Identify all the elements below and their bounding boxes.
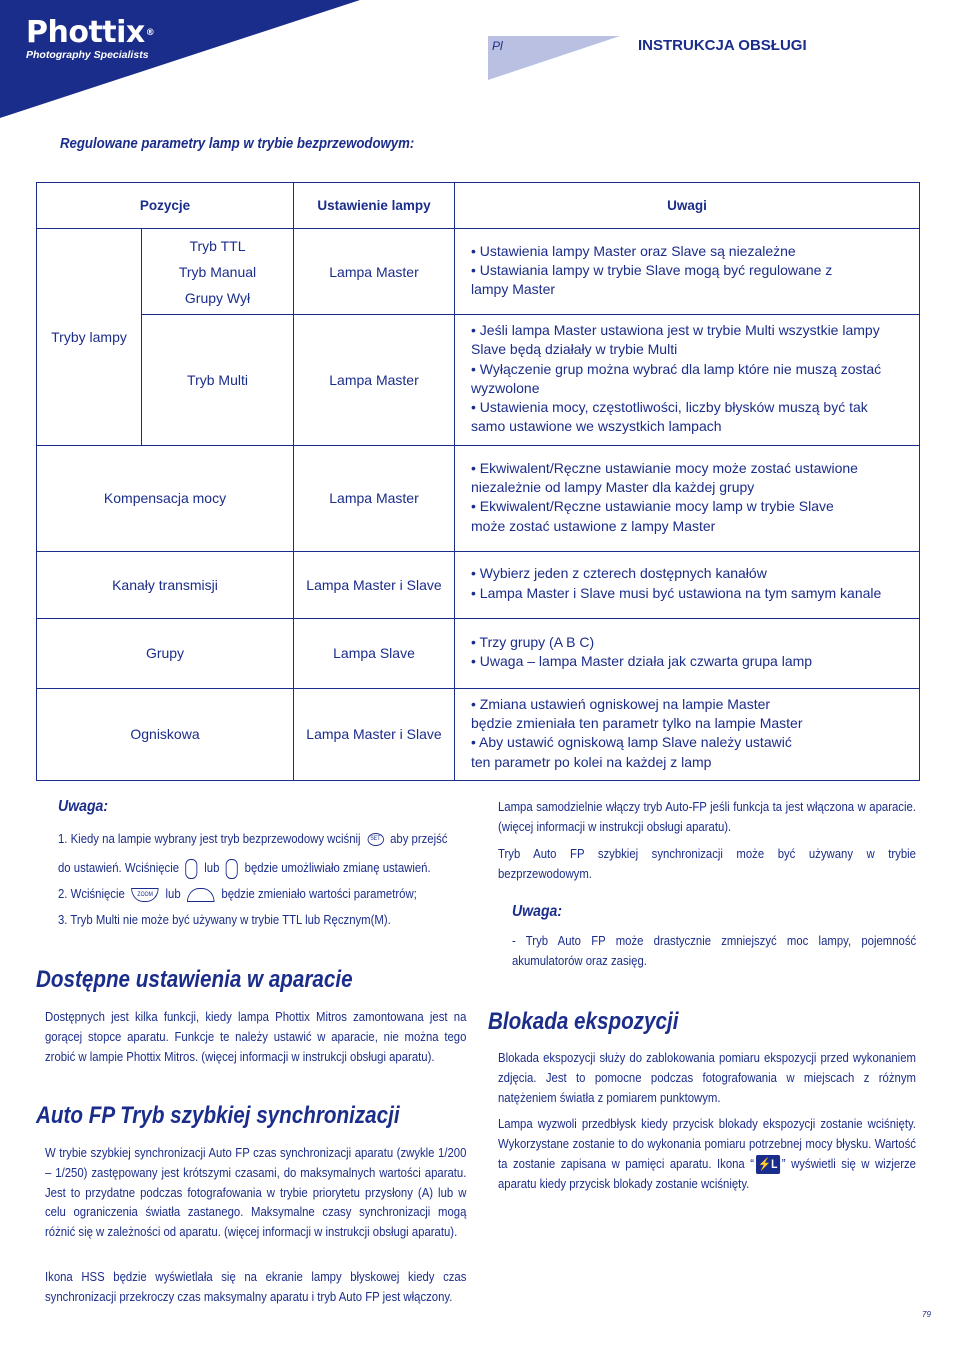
paragraph-text: Lampa wyzwoli przedbłysk kiedy przycisk blokady ekspozycji zostanie wciśnięty. Wykorzystane zostanie to do wykonania pomiaru potrzebnej mocy błysku. Wartość ta zostanie zapisana w pamięci aparatu. Ikona “ bbox=[498, 1116, 916, 1171]
note-item-1-cont bbox=[58, 858, 462, 879]
notes-cell bbox=[455, 315, 920, 446]
paragraph-auto-fp: W trybie szybkiej synchronizacji Auto FP czas synchronizacji aparatu (zwykle 1/200 – 1/250) zastępowany jest krótszymi czasami, do maksymalnych wartości aparatu. Jest to przydatne podczas fotografowania w trybie priorytetu przysłony (A) lub w celu ograniczenia światła zastanego. Maksymalne czasy synchronizacji mogą różnić się w zależności od aparatu. (więcej informacji w instrukcji obsługi aparatu). bbox=[45, 1145, 467, 1240]
setting-cell: Lampa Master bbox=[294, 445, 455, 551]
left-dial-icon bbox=[186, 859, 198, 879]
note-line: • Ustawienia mocy, częstotliwości, liczby błysków muszą być tak bbox=[471, 399, 868, 416]
page-number: 79 bbox=[922, 1310, 931, 1319]
note-line: • Wyłączenie grup można wybrać dla lamp które nie muszą zostać bbox=[471, 360, 882, 377]
note-text: będzie umożliwiało zmianę ustawień. bbox=[244, 860, 431, 875]
note-line: samo ustawione we wszystkich lampach bbox=[471, 418, 722, 435]
col-header-notes: Uwagi bbox=[455, 183, 920, 229]
table-row bbox=[37, 229, 920, 315]
paragraph-exposure-lock-icon bbox=[498, 1114, 916, 1194]
modes-group-cell: Tryby lampy bbox=[37, 229, 142, 446]
language-band bbox=[488, 36, 620, 80]
item-cell: Kompensacja mocy bbox=[37, 445, 294, 551]
note-line: • Aby ustawić ogniskową lamp Slave należy ustawić bbox=[471, 734, 792, 751]
setting-cell: Lampa Master i Slave bbox=[294, 551, 455, 618]
note-line: lampy Master bbox=[471, 281, 556, 298]
paragraph-auto-fp-enable: Lampa samodzielnie włączy tryb Auto-FP jeśli funkcja ta jest włączona w aparacie. (więcej informacji w instrukcji obsługi aparatu). bbox=[498, 799, 916, 834]
set-button-label: SET bbox=[370, 836, 381, 843]
col-header-setting: Ustawienie lampy bbox=[294, 183, 455, 229]
setting-cell: Lampa Master i Slave bbox=[294, 688, 455, 780]
notes-cell bbox=[455, 229, 920, 315]
note-text: do ustawień. Wciśnięcie bbox=[58, 860, 180, 875]
sub-mode-cell: Tryb Multi bbox=[142, 315, 294, 446]
note-item-1 bbox=[58, 829, 462, 849]
note-text: lub bbox=[165, 886, 181, 901]
zoom-button-label: ZOOM bbox=[137, 891, 153, 898]
table-row bbox=[37, 315, 920, 446]
note-heading: Uwaga: bbox=[58, 798, 109, 815]
table-row bbox=[37, 688, 920, 780]
col-header-item: Pozycje bbox=[37, 183, 294, 229]
note-heading: Uwaga: bbox=[512, 903, 563, 920]
notes-cell bbox=[455, 551, 920, 618]
brand-logo bbox=[26, 16, 154, 50]
note-line: • Jeśli lampa Master ustawiona jest w trybie Multi wszystkie lampy bbox=[471, 322, 880, 338]
note-line: ten parametr po kolei na każdej z lamp bbox=[471, 753, 712, 770]
notes-cell bbox=[455, 618, 920, 688]
registered-mark: ® bbox=[145, 28, 155, 38]
item-cell: Grupy bbox=[37, 618, 294, 688]
note-line: • Ekwiwalent/Ręczne ustawianie mocy może zostać ustawione bbox=[471, 459, 858, 476]
table-row bbox=[37, 618, 920, 688]
sub-mode: Tryb TTL bbox=[189, 237, 246, 254]
paragraph-exposure-lock: Blokada ekspozycji służy do zablokowania pomiaru ekspozycji przed wykonaniem zdjęcia. Jest to pomocne podczas fotografowania w miejscach z różnym natężeniem światła z pomiarem punktowym. bbox=[498, 1050, 916, 1105]
heading-auto-fp: Auto FP Tryb szybkiej synchronizacji bbox=[36, 1102, 400, 1129]
language-code: Pl bbox=[492, 39, 503, 53]
note-line: Slave będą działały w trybie Multi bbox=[471, 341, 678, 358]
note-text: będzie zmieniało wartości parametrów; bbox=[221, 886, 417, 901]
note-line: • Wybierz jeden z czterech dostępnych kanałów bbox=[471, 565, 767, 582]
setting-cell: Lampa Master bbox=[294, 229, 455, 315]
note-line: • Ustawienia lampy Master oraz Slave są niezależne bbox=[471, 242, 796, 259]
item-cell: Ogniskowa bbox=[37, 688, 294, 780]
brand-tagline: Photography Specialists bbox=[26, 49, 149, 61]
paragraph-hss-icon: Ikona HSS będzie wyświetlała się na ekranie lampy błyskowej kiedy czas synchronizacji przekroczy czas maksymalny aparatu i tryb Auto FP jest włączony. bbox=[45, 1269, 467, 1304]
notes-cell bbox=[455, 445, 920, 551]
note-line: będzie zmieniała ten parametr tylko na lampie Master bbox=[471, 715, 803, 732]
sub-mode: Tryb Manual bbox=[178, 263, 257, 280]
note-line: • Zmiana ustawień ogniskowej na lampie Master bbox=[471, 695, 771, 712]
note-line: • Uwaga – lampa Master działa jak czwarta grupa lamp bbox=[471, 653, 813, 670]
note-item-2 bbox=[58, 884, 462, 904]
document-title: INSTRUKCJA OBSŁUGI bbox=[638, 37, 807, 54]
paragraph-camera-settings: Dostępnych jest kilka funkcji, kiedy lampa Phottix Mitros zamontowana jest na gorącej stopce aparatu. Funkcje te należy ustawić w aparacie, nie można tego zrobić w lampie Phottix Mitros. (więcej informacji w instrukcji obsługi aparatu). bbox=[45, 1009, 467, 1064]
item-cell: Kanały transmisji bbox=[37, 551, 294, 618]
zoom-button-icon bbox=[131, 888, 159, 902]
section-intro: Regulowane parametry lamp w trybie bezprzewodowym: bbox=[60, 135, 415, 152]
sub-mode-cell bbox=[142, 229, 294, 315]
note-item-3: 3. Tryb Multi nie może być używany w trybie TTL lub Ręcznym(M). bbox=[58, 912, 391, 927]
note-text: 2. Wciśnięcie bbox=[58, 886, 125, 901]
heading-exposure-lock: Blokada ekspozycji bbox=[488, 1008, 679, 1035]
heading-camera-settings: Dostępne ustawienia w aparacie bbox=[36, 966, 353, 993]
right-dial-icon bbox=[226, 859, 238, 879]
sub-mode: Grupy Wył bbox=[184, 289, 251, 306]
flash-lock-icon: ⚡L bbox=[756, 1155, 780, 1175]
wireless-parameters-table bbox=[36, 182, 920, 781]
note-line: może zostać ustawione z lampy Master bbox=[471, 517, 716, 534]
setting-cell: Lampa Master bbox=[294, 315, 455, 446]
note-line: • Lampa Master i Slave musi być ustawiona na tym samym kanale bbox=[471, 584, 882, 601]
note-line: • Trzy grupy (A B C) bbox=[471, 633, 595, 650]
note-line: niezależnie od lampy Master dla każdej grupy bbox=[471, 478, 755, 495]
set-button-icon bbox=[367, 833, 383, 846]
note-line: wyzwolone bbox=[471, 379, 540, 396]
table-row bbox=[37, 551, 920, 618]
note-text: aby przejść bbox=[390, 831, 448, 846]
note-line: • Ustawiania lampy w trybie Slave mogą być regulowane z bbox=[471, 261, 833, 278]
setting-cell: Lampa Slave bbox=[294, 618, 455, 688]
note-text: lub bbox=[204, 860, 220, 875]
brand-name: Phottix bbox=[26, 15, 145, 50]
table-header-row bbox=[37, 183, 920, 229]
paragraph-auto-fp-wireless: Tryb Auto FP szybkiej synchronizacji może być używany w trybie bezprzewodowym. bbox=[498, 846, 916, 881]
down-button-icon bbox=[187, 888, 215, 902]
note-auto-fp: - Tryb Auto FP może drastycznie zmniejszyć moc lampy, pojemność akumulatorów oraz zasięg. bbox=[512, 933, 917, 968]
paragraph-text: ” wyświetli się w wizjerze aparatu kiedy przycisk blokady zostanie wciśnięty. bbox=[498, 1155, 916, 1192]
table-row bbox=[37, 445, 920, 551]
notes-cell bbox=[455, 688, 920, 780]
note-line: • Ekwiwalent/Ręczne ustawianie mocy lamp w trybie Slave bbox=[471, 498, 834, 515]
note-text: 1. Kiedy na lampie wybrany jest tryb bezprzewodowy wciśnij bbox=[58, 831, 361, 846]
